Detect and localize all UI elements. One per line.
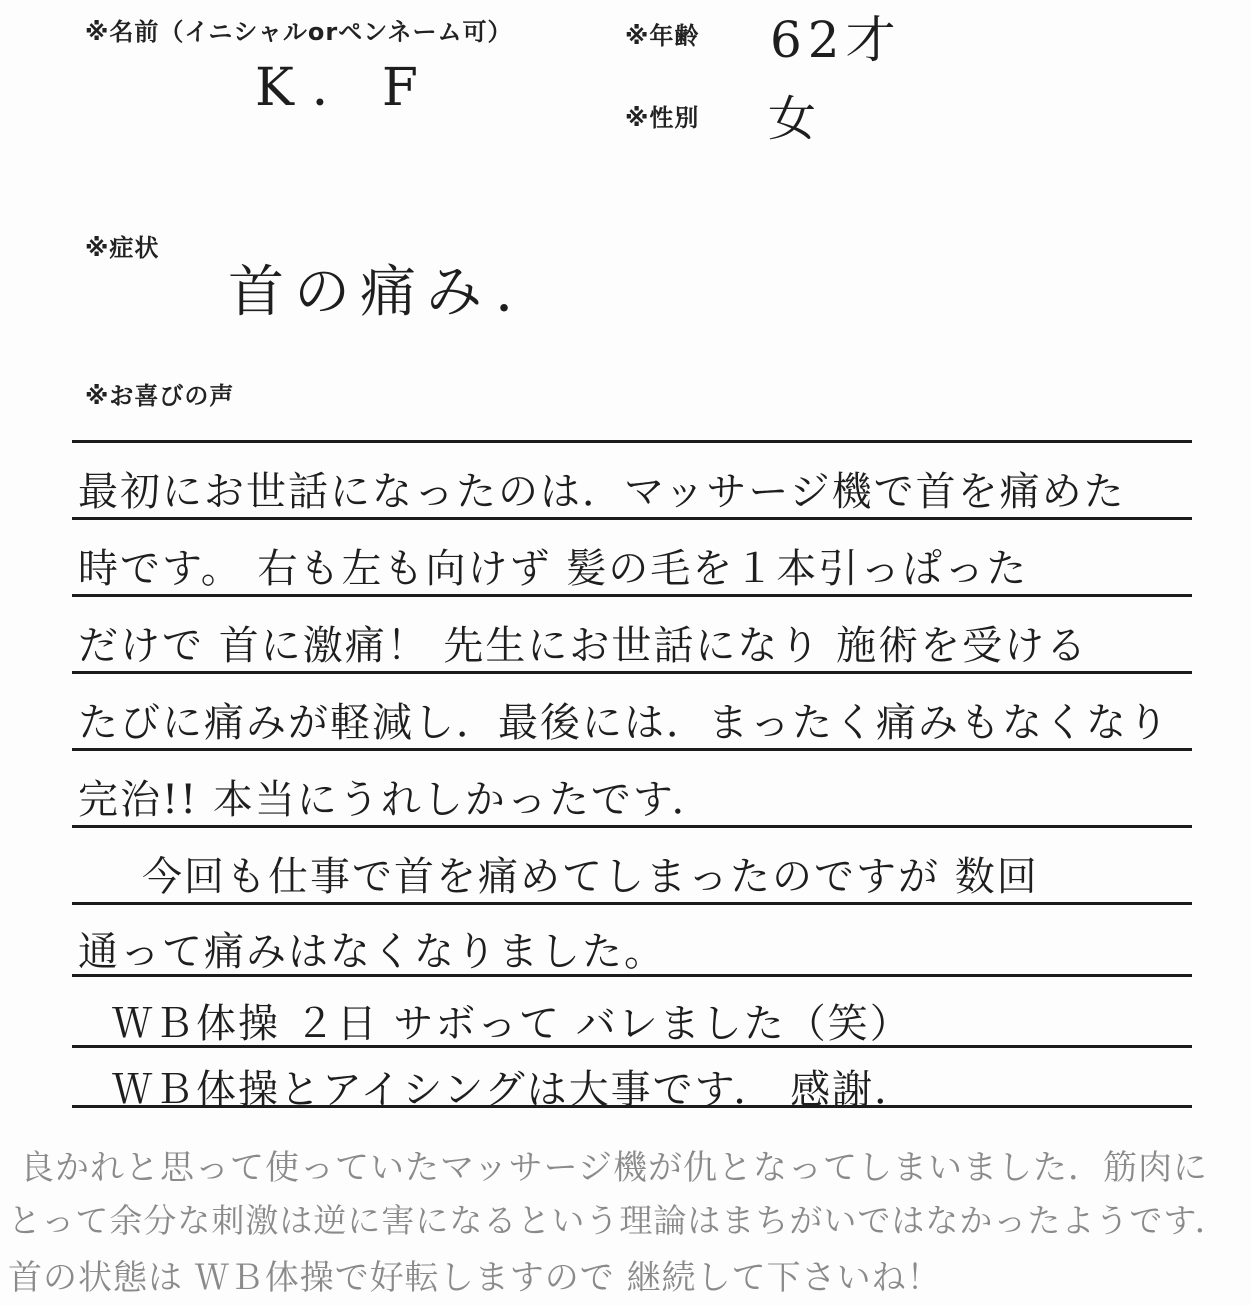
symptom-value: 首の痛み． xyxy=(228,260,562,325)
testimonial-line: 最初にお世話になったのは．マッサージ機で首を痛めた xyxy=(78,469,1126,515)
testimonial-line: 時です。 右も左も向けず 髪の毛を１本引っぱった xyxy=(78,546,1029,592)
testimonial-line: 完治!! 本当にうれしかったです． xyxy=(78,777,714,823)
rule-line xyxy=(72,671,1192,674)
rule-line xyxy=(72,440,1192,443)
rule-line xyxy=(72,748,1192,751)
testimonial-line: だけで 首に激痛！ 先生にお世話になり 施術を受ける xyxy=(78,623,1089,669)
voice-label: ※お喜びの声 xyxy=(85,382,235,410)
rule-line xyxy=(72,902,1192,905)
age-value: 62才 xyxy=(770,11,902,69)
testimonial-line: 今回も仕事で首を痛めてしまったのですが 数回 xyxy=(142,854,1039,900)
rule-line xyxy=(72,825,1192,828)
clinic-comment-line: 良かれと思って使っていたマッサージ機が仇となってしまいました．筋肉に xyxy=(20,1148,1208,1188)
testimonial-line: ＷＢ体操とアイシングは大事です． 感謝． xyxy=(112,1067,917,1113)
rule-line xyxy=(72,594,1192,597)
testimonial-line: 通って痛みはなくなりました。 xyxy=(78,929,666,975)
testimonial-line: たびに痛みが軽減し．最後には．まったく痛みもなくなり xyxy=(78,700,1170,746)
symptom-label: ※症状 xyxy=(85,234,160,262)
gender-label: ※性別 xyxy=(625,104,700,132)
gender-value: 女 xyxy=(768,91,817,147)
name-label: ※名前（イニシャルorペンネーム可） xyxy=(85,18,513,46)
age-label: ※年齢 xyxy=(625,22,700,50)
clinic-comment-line: とって余分な刺激は逆に害になるという理論はまちがいではなかったようです． xyxy=(8,1201,1229,1240)
name-value: K．F xyxy=(255,58,436,118)
rule-line xyxy=(72,517,1192,520)
clinic-comment-line: 首の状態は ＷＢ体操で好転しますので 継続して下さいね！ xyxy=(8,1258,942,1298)
testimonial-line: ＷＢ体操 ２日 サボって バレました（笑） xyxy=(112,1001,912,1047)
